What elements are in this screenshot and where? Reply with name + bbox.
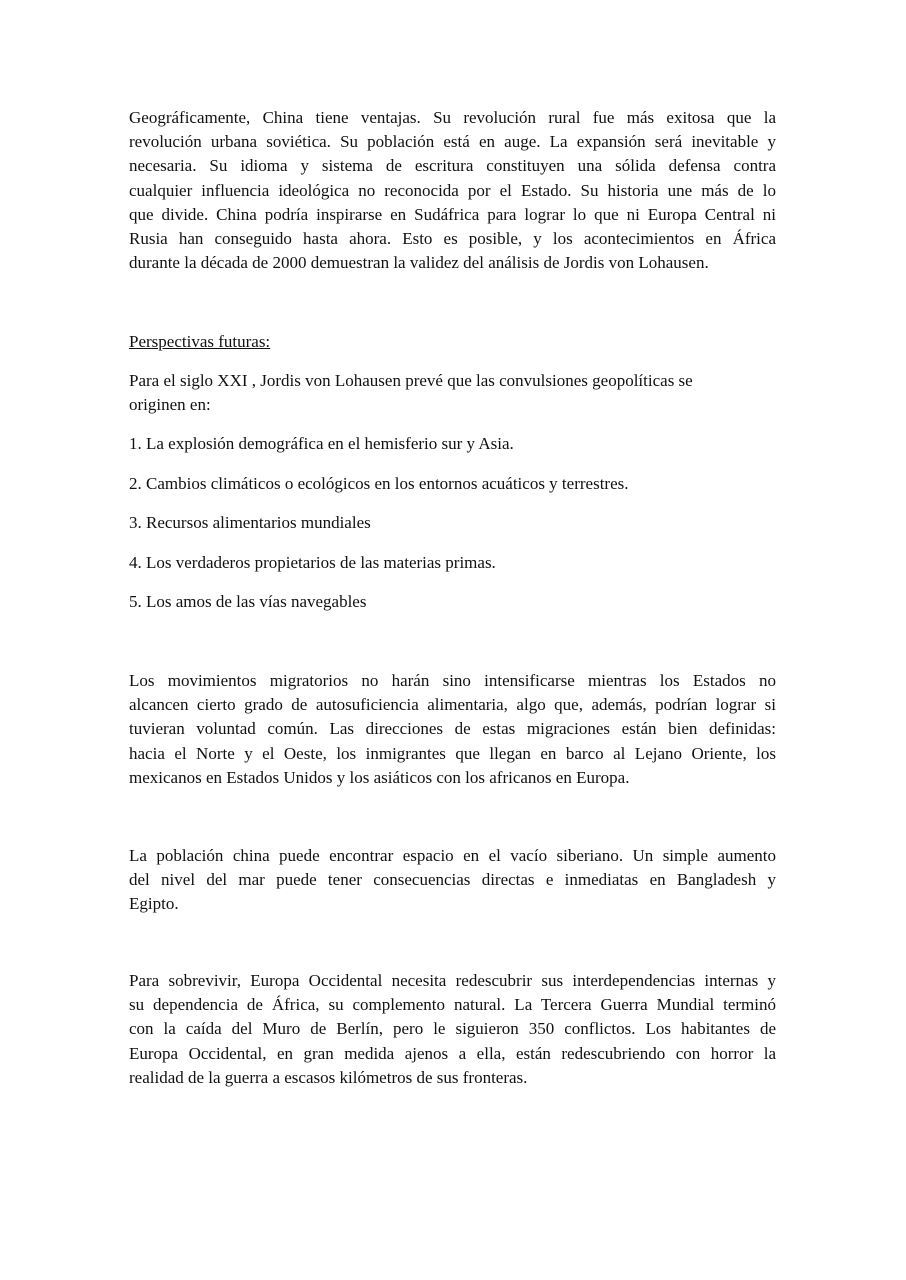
list-item: 3. Recursos alimentarios mundiales: [129, 513, 371, 532]
text-line: durante la década de 2000 demuestran la validez del análisis de Jordis von Lohausen.: [129, 253, 709, 273]
text-line: Rusia han conseguido hasta ahora. Esto es posible, y los acontecimientos en África: [129, 229, 776, 249]
text-line: necesaria. Su idioma y sistema de escritura constituyen una sólida defensa contra: [129, 156, 776, 176]
paragraph-siberia: [129, 844, 776, 917]
text-line: originen en:: [129, 395, 211, 415]
text-line: tuvieran voluntad común. Las direcciones de estas migraciones están bien definidas:: [129, 719, 776, 739]
list-item: 1. La explosión demográfica en el hemisferio sur y Asia.: [129, 434, 514, 453]
paragraph-china-advantages: [129, 106, 776, 275]
text-line: con la caída del Muro de Berlín, pero le siguieron 350 conflictos. Los habitantes de: [129, 1019, 776, 1039]
text-line: revolución urbana soviética. Su población está en auge. La expansión será inevitable y: [129, 132, 776, 152]
text-line: Para sobrevivir, Europa Occidental necesita redescubrir sus interdependencias internas y: [129, 971, 776, 990]
list-item: 2. Cambios climáticos o ecológicos en los entornos acuáticos y terrestres.: [129, 474, 629, 493]
paragraph-intro-list: [129, 369, 776, 417]
text-line: La población china puede encontrar espacio en el vacío siberiano. Un simple aumento: [129, 846, 776, 865]
paragraph-western-europe: [129, 969, 776, 1090]
text-line: del nivel del mar puede tener consecuencias directas e inmediatas en Bangladesh y: [129, 870, 776, 890]
text-line: su dependencia de África, su complemento natural. La Tercera Guerra Mundial terminó: [129, 995, 776, 1015]
text-line: Egipto.: [129, 894, 179, 914]
text-line: cualquier influencia ideológica no reconocida por el Estado. Su historia une más de lo: [129, 180, 776, 200]
list-item: 5. Los amos de las vías navegables: [129, 592, 367, 611]
list-item: 4. Los verdaderos propietarios de las materias primas.: [129, 553, 496, 572]
paragraph-migrations: [129, 669, 776, 790]
text-line: realidad de la guerra a escasos kilómetros de sus fronteras.: [129, 1067, 528, 1087]
text-line: mexicanos en Estados Unidos y los asiáticos con los africanos en Europa.: [129, 767, 630, 787]
text-line: que divide. China podría inspirarse en Sudáfrica para lograr lo que ni Europa Central ni: [129, 204, 776, 224]
text-line: alcancen cierto grado de autosuficiencia alimentaria, algo que, además, podrían lograr si: [129, 695, 776, 715]
text-line: Para el siglo XXI , Jordis von Lohausen prevé que las convulsiones geopolíticas se: [129, 371, 693, 390]
text-line: hacia el Norte y el Oeste, los inmigrantes que llegan en barco al Lejano Oriente, los: [129, 743, 776, 763]
text-line: Los movimientos migratorios no harán sino intensificarse mientras los Estados no: [129, 671, 776, 690]
text-line: Geográficamente, China tiene ventajas. Su revolución rural fue más exitosa que la: [129, 108, 776, 127]
section-heading: Perspectivas futuras:: [129, 332, 271, 351]
text-line: Europa Occidental, en gran medida ajenos a ella, están redescubriendo con horror la: [129, 1043, 776, 1063]
